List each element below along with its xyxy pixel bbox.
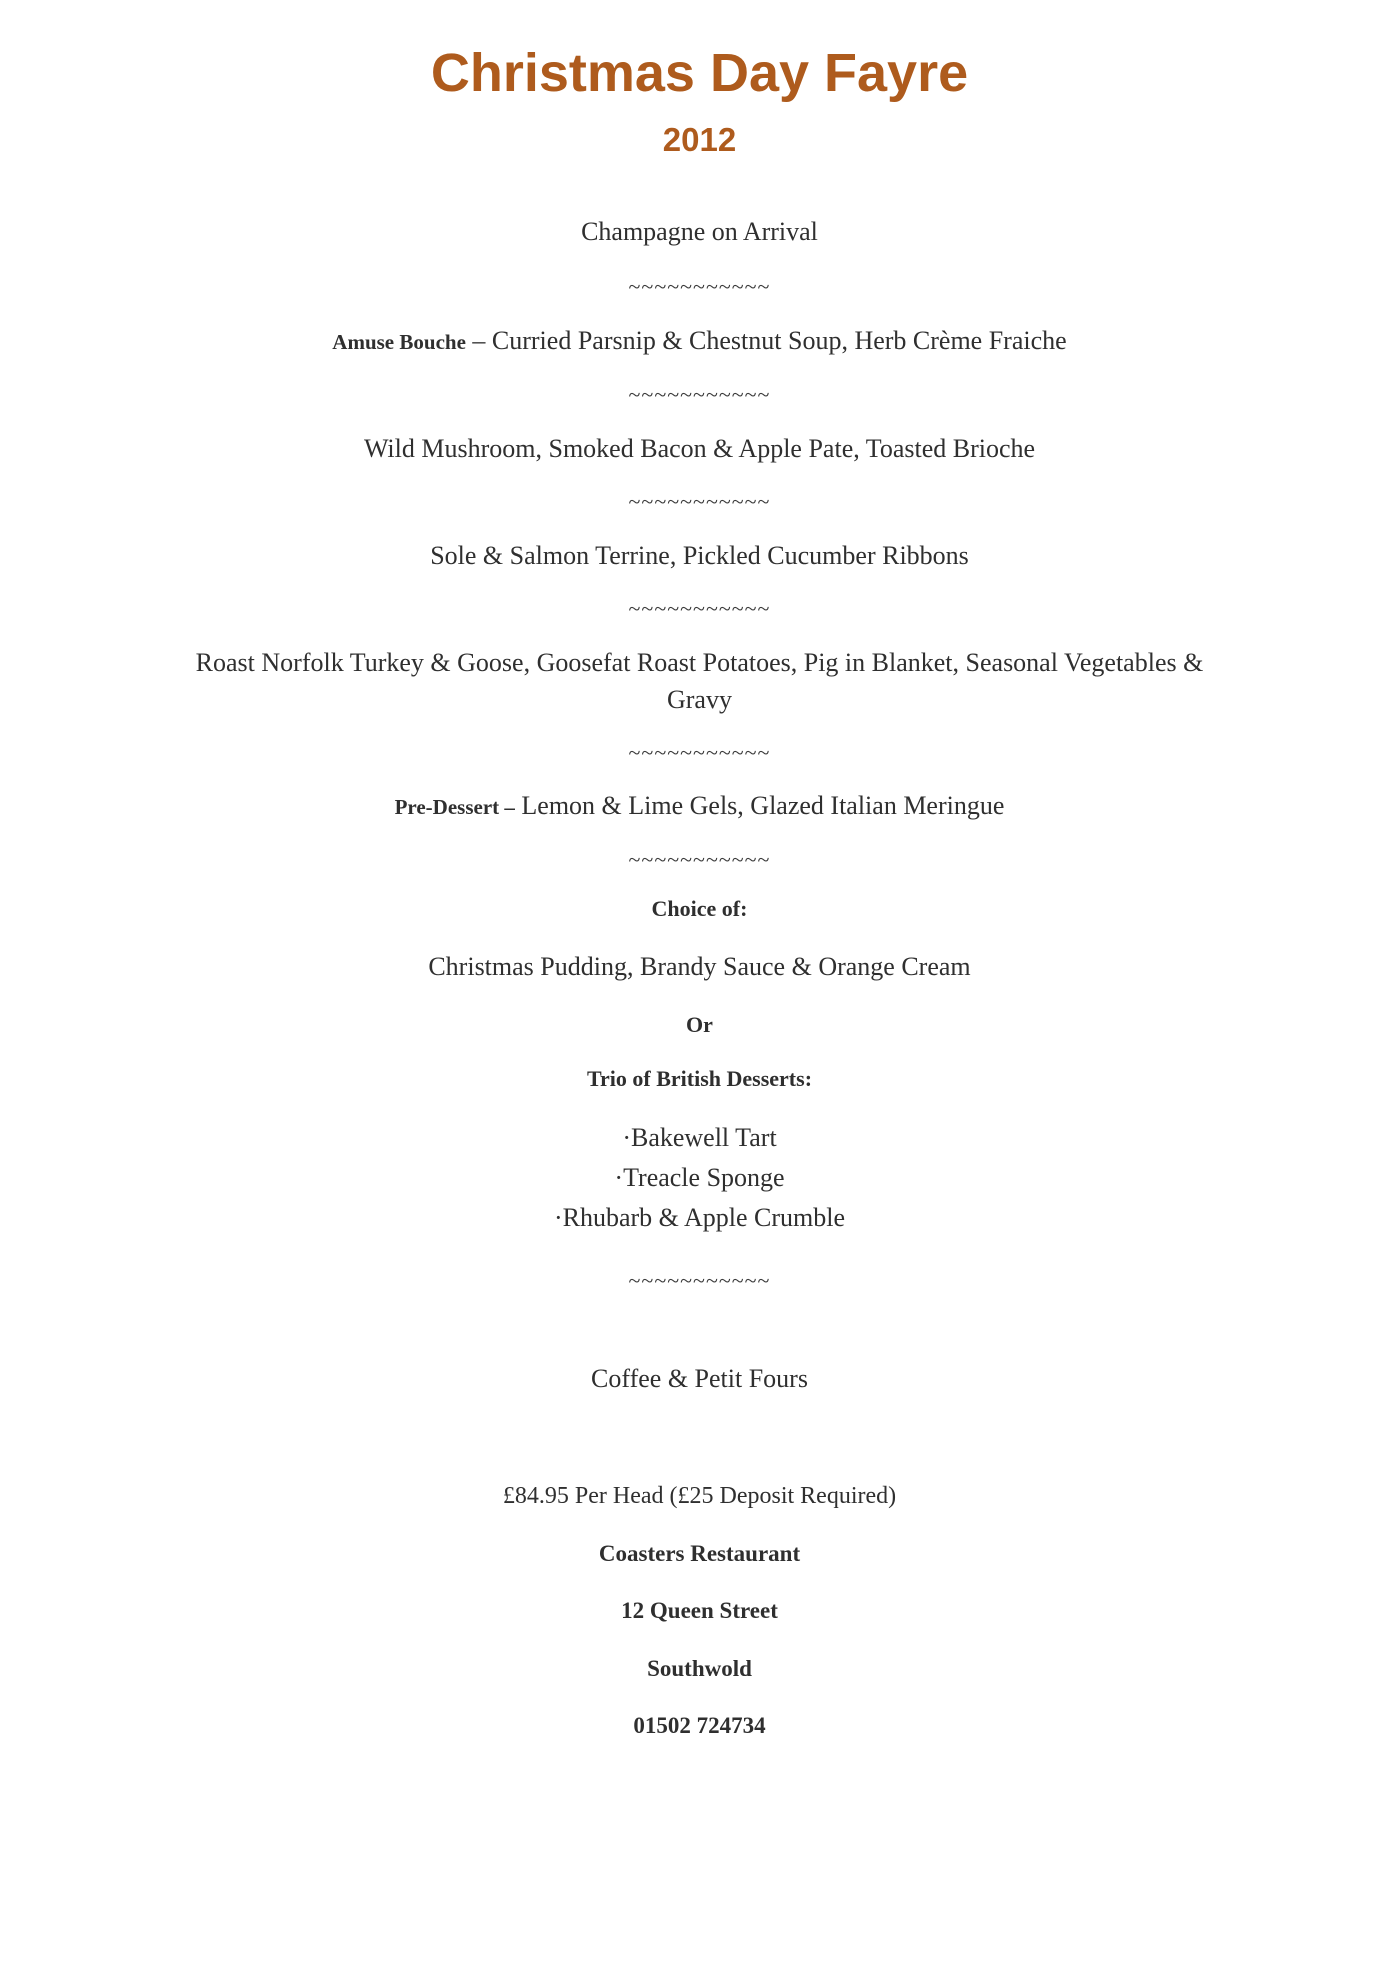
pre-dessert-line	[0, 788, 1399, 825]
pre-dessert-label: Pre-Dessert –	[394, 795, 515, 819]
menu-title: Christmas Day Fayre	[430, 43, 969, 103]
dessert-option-1: Christmas Pudding, Brandy Sauce & Orange Cream	[428, 952, 971, 981]
phone-number: 01502 724734	[633, 1713, 766, 1738]
pre-dessert-text: Lemon & Lime Gels, Glazed Italian Meringue	[514, 791, 1005, 820]
separator: ~~~~~~~~~~~	[628, 489, 771, 514]
price-line: £84.95 Per Head (£25 Deposit Required)	[502, 1483, 897, 1509]
amuse-bouche-line	[0, 323, 1399, 360]
trio-item: ·Treacle Sponge	[614, 1163, 785, 1192]
or-label: Or	[686, 1012, 713, 1037]
choice-label: Choice of:	[651, 896, 748, 921]
starter-2-line: Sole & Salmon Terrine, Pickled Cucumber Ribbons	[430, 541, 969, 570]
amuse-bouche-text: – Curried Parsnip & Chestnut Soup, Herb Crème Fraiche	[465, 326, 1067, 355]
town: Southwold	[647, 1656, 752, 1681]
arrival-line: Champagne on Arrival	[581, 217, 818, 246]
trio-item: ·Bakewell Tart	[622, 1123, 777, 1152]
starter-1-line: Wild Mushroom, Smoked Bacon & Apple Pate, Toasted Brioche	[363, 434, 1036, 463]
separator: ~~~~~~~~~~~	[628, 1268, 771, 1293]
trio-item: ·Rhubarb & Apple Crumble	[553, 1203, 845, 1232]
amuse-bouche-label: Amuse Bouche	[332, 330, 466, 354]
separator: ~~~~~~~~~~~	[628, 596, 771, 621]
restaurant-name: Coasters Restaurant	[598, 1541, 801, 1566]
separator: ~~~~~~~~~~~	[628, 847, 771, 872]
separator: ~~~~~~~~~~~	[628, 274, 771, 299]
trio-label: Trio of British Desserts:	[586, 1066, 813, 1091]
main-course-line: Roast Norfolk Turkey & Goose, Goosefat Roast Potatoes, Pig in Blanket, Seasonal Vegetables & Gravy	[195, 648, 1204, 714]
separator: ~~~~~~~~~~~	[628, 382, 771, 407]
coffee-line: Coffee & Petit Fours	[591, 1364, 808, 1393]
separator: ~~~~~~~~~~~	[628, 740, 771, 765]
street-address: 12 Queen Street	[621, 1598, 778, 1623]
menu-year: 2012	[662, 121, 737, 158]
